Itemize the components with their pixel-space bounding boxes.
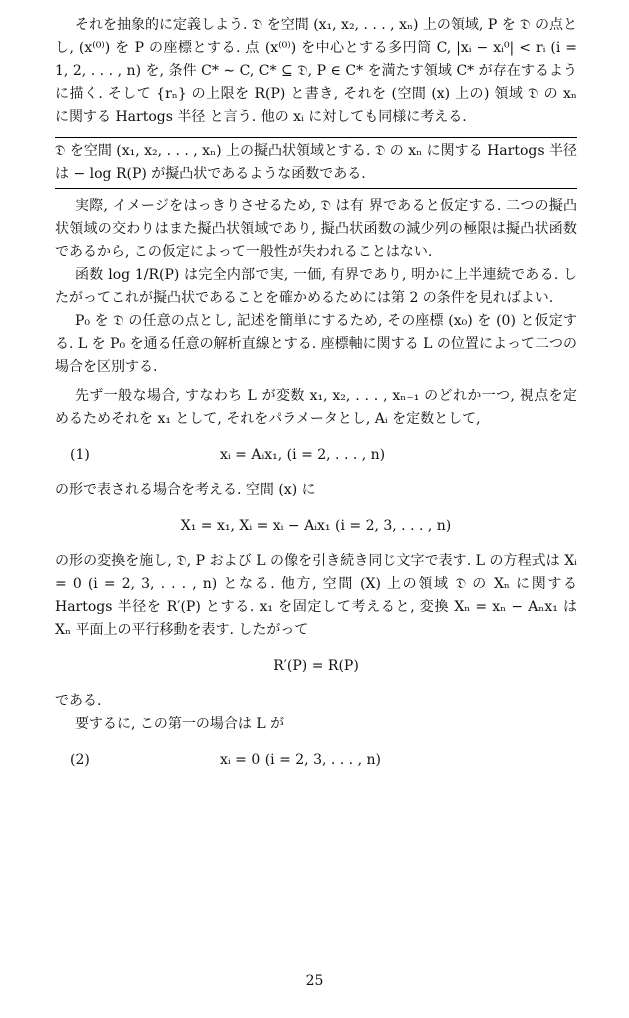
theorem-statement: 𝔇 を空間 (x₁, x₂, . . . , xₙ) 上の擬凸状領域とする. 𝔇 の xₙ に関する Hartogs 半径は − log R(P) が擬凸状であるような函数である. [55,137,577,189]
equation-1-number: (1) [70,446,90,463]
equation-1 [55,435,577,475]
equation-1-body: xᵢ = Aᵢx₁, (i = 2, . . . , n) [220,446,386,463]
equation-r-prime: R′(P) = R(P) [273,658,359,674]
page-content [55,14,577,784]
equation-transform: X₁ = x₁, Xᵢ = xᵢ − Aᵢx₁ (i = 2, 3, . . . , n) [180,518,452,534]
paragraph-transform: の形の変換を施し, 𝔇, P および L の像を引き続き同じ文字で表す. L の方程式は Xᵢ = 0 (i = 2, 3, . . . , n) となる. 他方, 空間 (X) 上の領域 𝔇 の Xₙ に関する Hartogs 半径を R′(P) とする. x₁ を固定して考えると, 変換 Xₙ = xₙ − Aₙx₁ は Xₙ 平面上の平行移動を表す. したがって [55,553,577,638]
paragraph-point-p0: P₀ を 𝔇 の任意の点とし, 記述を簡単にするため, その座標 (x₀) を (0) と仮定する. L を P₀ を通る任意の解析直線とする. 座標軸に関する L の位置によって二つの場合を区別する. [55,313,577,375]
paragraph-general-case: 先ず一般な場合, すなわち L が変数 x₁, x₂, . . . , xₙ₋₁ のどれか一つ, 視点を定めるためそれを x₁ として, それをパラメータとし, Aᵢ を定数として, [55,388,577,427]
paragraph-log-function: 函数 log 1/R(P) は完全内部で実, 一価, 有界であり, 明かに上半連続である. したがってこれが擬凸状であることを確かめるためには第 2 の条件を見ればよい. [55,267,577,306]
paragraph-space-x: の形で表される場合を考える. 空間 (x) に [55,482,316,498]
page-number: 25 [305,973,324,989]
equation-2-body: xᵢ = 0 (i = 2, 3, . . . , n) [220,751,381,768]
paragraph-summary: 要するに, この第一の場合は L が [75,716,285,732]
paragraph-proof-intro: 実際, イメージをはっきりさせるため, 𝔇 は有 界であると仮定する. 二つの擬凸状領域の交わりはまた擬凸状領域であり, 擬凸状函数の減少列の極限は擬凸状函数であるから, この仮定によって一般性が失われることはない. [55,198,577,260]
paragraph-definition: それを抽象的に定義しよう. 𝔇 を空間 (x₁, x₂, . . . , xₙ) 上の領域, P を 𝔇 の点とし, (x⁽⁰⁾) を P の座標とする. 点 (x⁽⁰⁾) を中心とする多円筒 C, |xᵢ − xᵢ⁰| < rᵢ (i = 1, 2, . . . , n) を, 条件 C* ∼ C, C* ⊆ 𝔇, P ∈ C* を満たす領域 C* が存在するように描く. そして {rₙ} の上限を R(P) と書き, それを (空間 (x) 上の) 領域 𝔇 の xₙ に関する Hartogs 半径 と言う. 他の xᵢ に対しても同様に考える. [55,17,577,125]
equation-2-number: (2) [70,751,90,768]
paragraph-conclusion: である. [55,693,102,709]
equation-2 [55,740,577,780]
